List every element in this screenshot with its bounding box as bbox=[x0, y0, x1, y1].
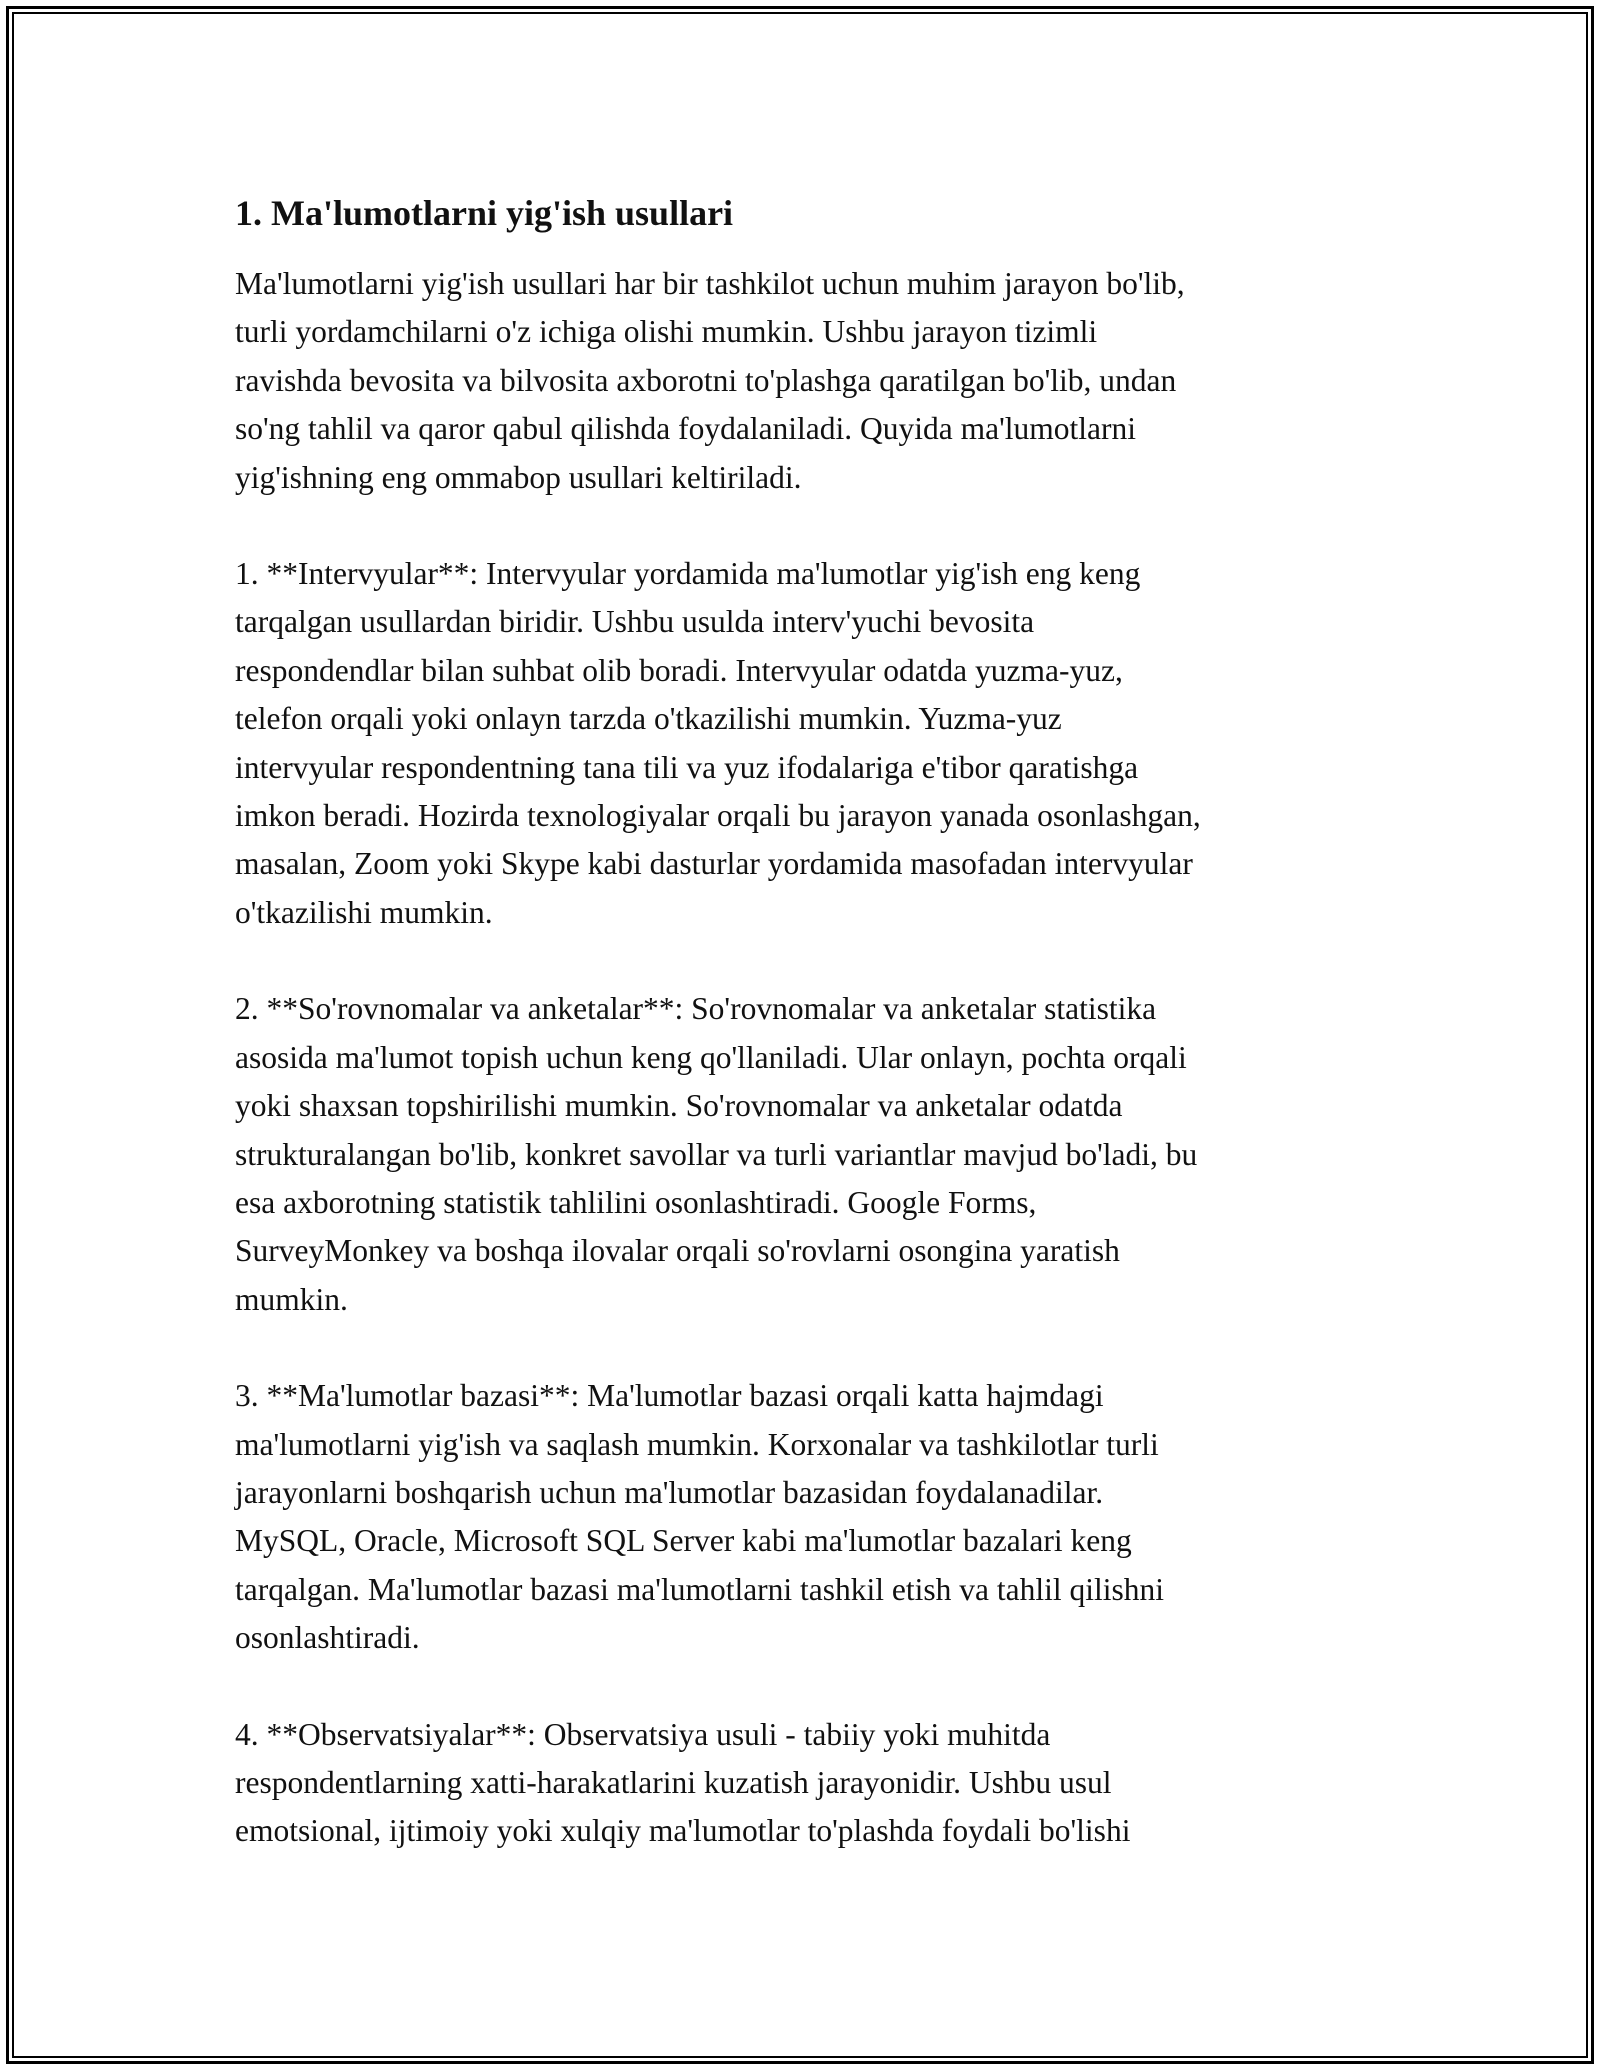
text-line: asosida ma'lumot topish uchun keng qo'llaniladi. Ular onlayn, pochta orqali bbox=[235, 1039, 1187, 1075]
text-line: 4. **Observatsiyalar**: Observatsiya usuli - tabiiy yoki muhitda bbox=[235, 1716, 1051, 1752]
section-paragraph-malumotlar-bazasi bbox=[235, 1372, 1365, 1662]
document-title: 1. Ma'lumotlarni yig'ish usullari bbox=[235, 193, 734, 233]
text-line: jarayonlarni boshqarish uchun ma'lumotlar bazasidan foydalanadilar. bbox=[235, 1474, 1104, 1510]
text-line: so'ng tahlil va qaror qabul qilishda foydalaniladi. Quyida ma'lumotlarni bbox=[235, 411, 1137, 447]
text-line: osonlashtiradi. bbox=[235, 1620, 420, 1656]
text-line: 1. **Intervyular**: Intervyular yordamida ma'lumotlar yig'ish eng keng bbox=[235, 556, 1141, 592]
text-line: mumkin. bbox=[235, 1281, 348, 1317]
text-line: strukturalangan bo'lib, konkret savollar va turli variantlar mavjud bo'ladi, bu bbox=[235, 1136, 1198, 1172]
text-line: turli yordamchilarni o'z ichiga olishi mumkin. Ushbu jarayon tizimli bbox=[235, 314, 1098, 350]
text-line: 3. **Ma'lumotlar bazasi**: Ma'lumotlar bazasi orqali katta hajmdagi bbox=[235, 1378, 1104, 1414]
section-paragraph-observatsiyalar bbox=[235, 1711, 1365, 1856]
text-line: telefon orqali yoki onlayn tarzda o'tkazilishi mumkin. Yuzma-yuz bbox=[235, 701, 1062, 737]
text-line: masalan, Zoom yoki Skype kabi dasturlar yordamida masofadan intervyular bbox=[235, 846, 1193, 882]
text-line: respondendlar bilan suhbat olib boradi. Intervyular odatda yuzma-yuz, bbox=[235, 652, 1123, 688]
text-line: SurveyMonkey va boshqa ilovalar orqali so'rovlarni osongina yaratish bbox=[235, 1233, 1120, 1269]
text-line: ma'lumotlarni yig'ish va saqlash mumkin. Korxonalar va tashkilotlar turli bbox=[235, 1426, 1159, 1462]
text-line: ravishda bevosita va bilvosita axborotni to'plashga qaratilgan bo'lib, undan bbox=[235, 362, 1177, 398]
document-body bbox=[235, 188, 1365, 1904]
section-paragraph-intervyular bbox=[235, 550, 1365, 937]
intro-paragraph bbox=[235, 260, 1365, 502]
text-line: 2. **So'rovnomalar va anketalar**: So'rovnomalar va anketalar statistika bbox=[235, 991, 1157, 1027]
text-line: tarqalgan. Ma'lumotlar bazasi ma'lumotlarni tashkil etish va tahlil qilishni bbox=[235, 1571, 1165, 1607]
text-line: yoki shaxsan topshirilishi mumkin. So'rovnomalar va anketalar odatda bbox=[235, 1088, 1123, 1124]
text-line: Ma'lumotlarni yig'ish usullari har bir tashkilot uchun muhim jarayon bo'lib, bbox=[235, 266, 1185, 301]
text-line: imkon beradi. Hozirda texnologiyalar orqali bu jarayon yanada osonlashgan, bbox=[235, 798, 1201, 834]
text-line: intervyular respondentning tana tili va yuz ifodalariga e'tibor qaratishga bbox=[235, 749, 1139, 785]
text-line: emotsional, ijtimoiy yoki xulqiy ma'lumotlar to'plashda foydali bo'lishi bbox=[235, 1813, 1131, 1849]
text-line: MySQL, Oracle, Microsoft SQL Server kabi ma'lumotlar bazalari keng bbox=[235, 1523, 1132, 1559]
text-line: tarqalgan usullardan biridir. Ushbu usulda interv'yuchi bevosita bbox=[235, 604, 1035, 640]
section-paragraph-sorovnomalar bbox=[235, 985, 1365, 1324]
text-line: esa axborotning statistik tahlilini osonlashtiradi. Google Forms, bbox=[235, 1184, 1037, 1220]
text-line: yig'ishning eng ommabop usullari keltiriladi. bbox=[235, 459, 802, 495]
text-line: respondentlarning xatti-harakatlarini kuzatish jarayonidir. Ushbu usul bbox=[235, 1764, 1112, 1800]
text-line: o'tkazilishi mumkin. bbox=[235, 894, 493, 930]
